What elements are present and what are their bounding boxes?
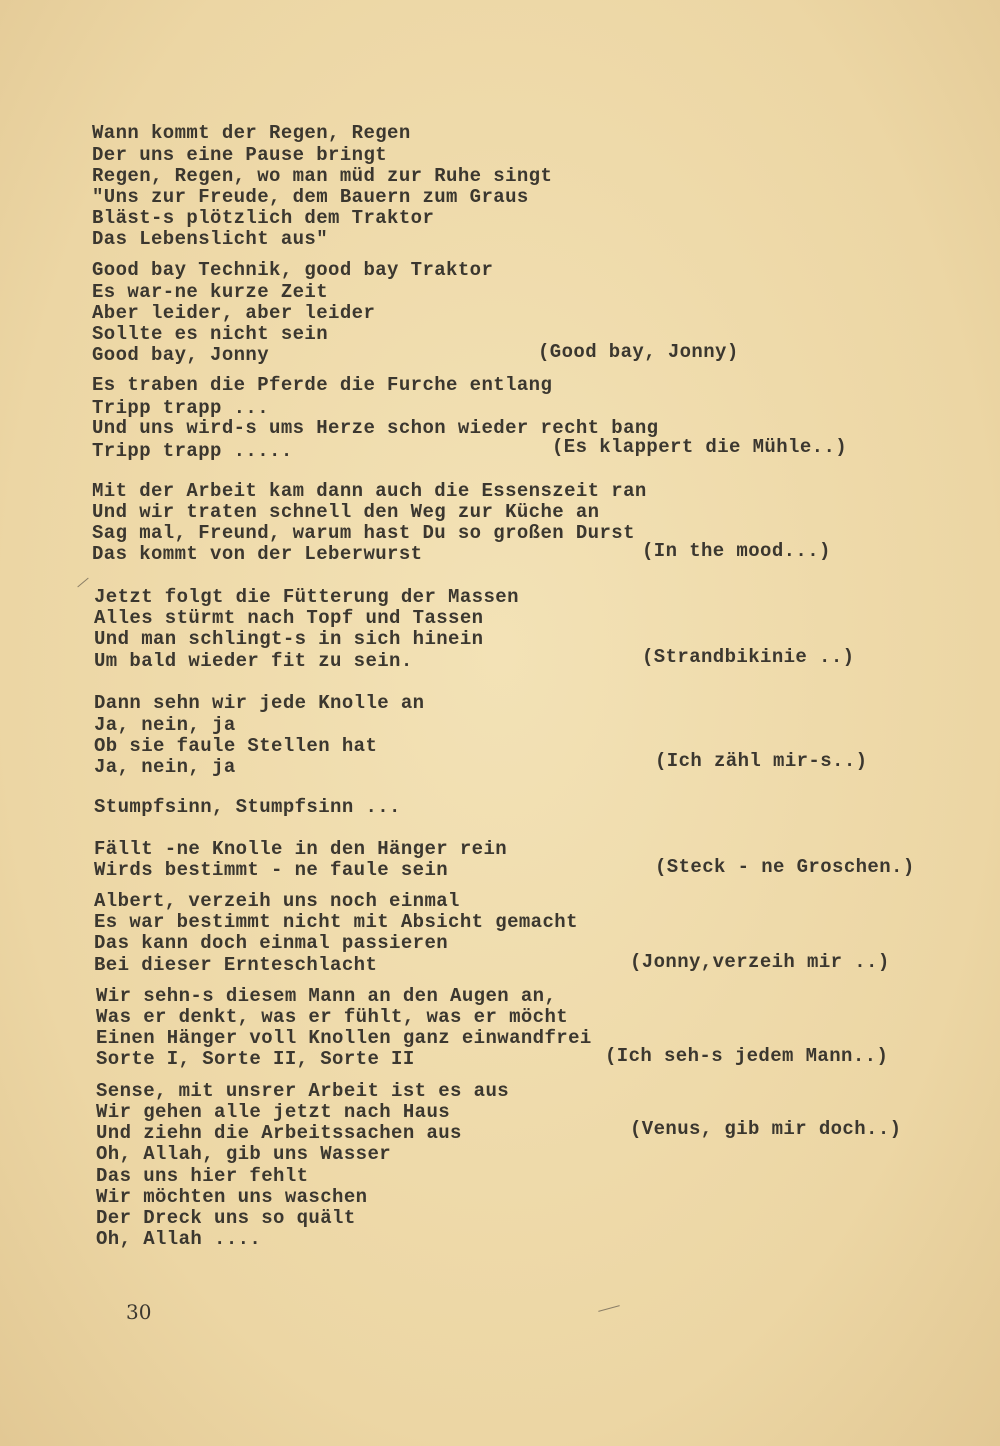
- lyric-line: Und ziehn die Arbeitssachen aus: [96, 1122, 462, 1144]
- melody-cue: (Es klappert die Mühle..): [552, 436, 848, 458]
- melody-cue: (Strandbikinie ..): [642, 646, 855, 668]
- lyric-line: Wir gehen alle jetzt nach Haus: [96, 1101, 451, 1123]
- page-number: 30: [126, 1300, 152, 1324]
- lyric-line: Es war-ne kurze Zeit: [92, 281, 329, 303]
- lyric-line: Wir sehn-s diesem Mann an den Augen an,: [96, 985, 557, 1007]
- lyric-line: Und wir traten schnell den Weg zur Küche an: [92, 501, 600, 523]
- lyric-line: Bläst-s plötzlich dem Traktor: [92, 207, 435, 229]
- melody-cue: (Ich seh-s jedem Mann..): [605, 1045, 889, 1067]
- lyric-line: Good bay, Jonny: [92, 344, 270, 366]
- melody-cue: (Good bay, Jonny): [538, 341, 739, 363]
- melody-cue: (Steck - ne Groschen.): [655, 856, 915, 878]
- lyric-line: Das kommt von der Leberwurst: [92, 543, 423, 565]
- lyric-line: Good bay Technik, good bay Traktor: [92, 259, 494, 281]
- lyric-line: Das Lebenslicht aus": [92, 228, 329, 250]
- lyric-line: Wann kommt der Regen, Regen: [92, 122, 411, 144]
- lyric-line: Es traben die Pferde die Furche entlang: [92, 374, 553, 396]
- lyric-line: Oh, Allah, gib uns Wasser: [96, 1143, 392, 1165]
- lyric-line: Es war bestimmt nicht mit Absicht gemacht: [94, 911, 578, 933]
- lyric-line: Bei dieser Ernteschlacht: [94, 954, 378, 976]
- lyric-line: Ob sie faule Stellen hat: [94, 735, 378, 757]
- lyric-line: Fällt -ne Knolle in den Hänger rein: [94, 838, 508, 860]
- lyric-line: Sorte I, Sorte II, Sorte II: [96, 1048, 415, 1070]
- lyric-line: Ja, nein, ja: [94, 756, 236, 778]
- lyric-line: Dann sehn wir jede Knolle an: [94, 692, 425, 714]
- melody-cue: (Jonny,verzeih mir ..): [630, 951, 890, 973]
- lyric-line: Und man schlingt-s in sich hinein: [94, 628, 484, 650]
- melody-cue: (In the mood...): [642, 540, 831, 562]
- lyric-line: Regen, Regen, wo man müd zur Ruhe singt: [92, 165, 553, 187]
- lyric-line: Wirds bestimmt - ne faule sein: [94, 859, 449, 881]
- lyric-line: Stumpfsinn, Stumpfsinn ...: [94, 796, 401, 818]
- lyric-line: Albert, verzeih uns noch einmal: [94, 890, 460, 912]
- melody-cue: (Venus, gib mir doch..): [630, 1118, 902, 1140]
- lyric-line: Sense, mit unsrer Arbeit ist es aus: [96, 1080, 510, 1102]
- lyric-line: Der Dreck uns so quält: [96, 1207, 356, 1229]
- lyric-line: Ja, nein, ja: [94, 714, 236, 736]
- lyric-line: Alles stürmt nach Topf und Tassen: [94, 607, 484, 629]
- lyric-line: Tripp trapp .....: [92, 440, 293, 462]
- lyric-line: Wir möchten uns waschen: [96, 1186, 368, 1208]
- melody-cue: (Ich zähl mir-s..): [655, 750, 868, 772]
- lyric-line: Das uns hier fehlt: [96, 1165, 309, 1187]
- lyric-line: Das kann doch einmal passieren: [94, 932, 449, 954]
- lyric-line: Der uns eine Pause bringt: [92, 144, 388, 166]
- pencil-mark: [598, 1305, 620, 1312]
- lyric-line: Um bald wieder fit zu sein.: [94, 650, 413, 672]
- lyric-line: Oh, Allah ....: [96, 1228, 262, 1250]
- lyric-line: Tripp trapp ...: [92, 397, 270, 419]
- lyric-line: Was er denkt, was er fühlt, was er möcht: [96, 1006, 569, 1028]
- pencil-mark: [77, 578, 88, 588]
- lyric-line: Und uns wird-s ums Herze schon wieder recht bang: [92, 417, 659, 439]
- lyric-line: Sag mal, Freund, warum hast Du so großen Durst: [92, 522, 635, 544]
- lyric-line: Jetzt folgt die Fütterung der Massen: [94, 586, 519, 608]
- lyric-line: "Uns zur Freude, dem Bauern zum Graus: [92, 186, 529, 208]
- lyric-line: Aber leider, aber leider: [92, 302, 376, 324]
- lyric-line: Sollte es nicht sein: [92, 323, 329, 345]
- lyric-line: Mit der Arbeit kam dann auch die Essenszeit ran: [92, 480, 647, 502]
- lyric-line: Einen Hänger voll Knollen ganz einwandfrei: [96, 1027, 592, 1049]
